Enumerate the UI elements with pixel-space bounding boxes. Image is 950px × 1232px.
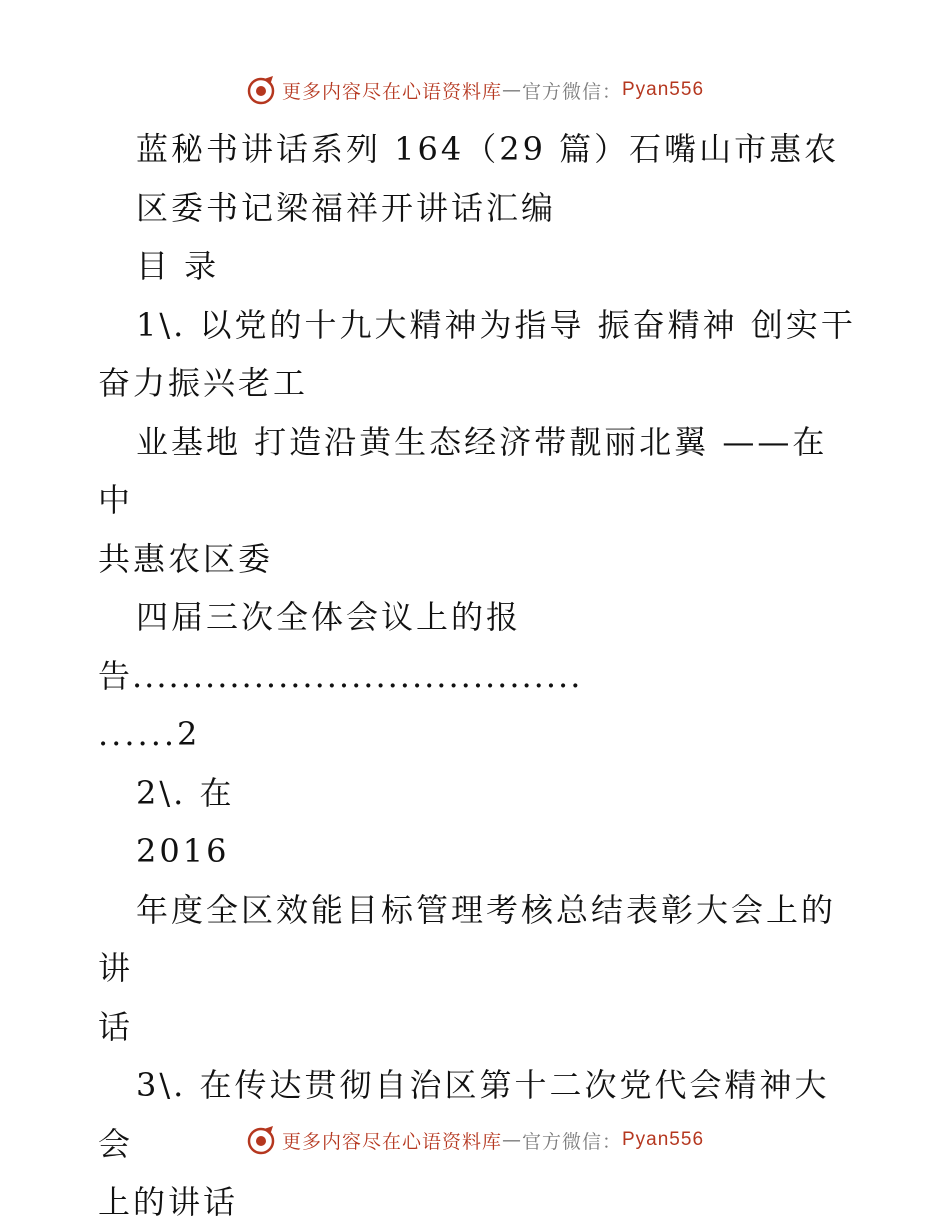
- banner-id: Pyan556: [622, 79, 705, 100]
- pen-logo-icon: [246, 1125, 276, 1155]
- document-body: [98, 120, 858, 1232]
- pen-logo-icon: [246, 75, 276, 105]
- toc-item-2-line-1: 2\. 在: [136, 773, 235, 812]
- banner-text: 更多内容尽在心语资料库: [281, 1130, 502, 1153]
- toc-item-1-line-5: 四届三次全体会议上的报: [136, 598, 522, 636]
- title-line-2: 区委书记梁福祥开讲话汇编: [136, 188, 557, 227]
- banner-text: 更多内容尽在心语资料库: [281, 80, 502, 103]
- toc-item-3-line-1: 3\. 在传达贯彻自治区第十二次党代会精神大会: [98, 1066, 830, 1163]
- toc-item-3-line-2: 上的讲话: [98, 1183, 239, 1221]
- banner-label: 官方微信：: [521, 80, 622, 103]
- toc-heading: 目 录: [136, 247, 220, 285]
- toc-item-2-line-2: 2016: [136, 832, 230, 870]
- footer-banner: [0, 1120, 950, 1160]
- toc-item-1-line-3: 业基地 打造沿黄生态经济带靓丽北翼 ——在中: [98, 422, 828, 519]
- banner-label: 官方微信：: [521, 1130, 622, 1153]
- toc-item-1-page: ......2: [98, 715, 201, 753]
- toc-item-1-line-2: 奋力振兴老工: [98, 364, 309, 402]
- title-line-1: 蓝秘书讲话系列 164（29 篇）石嘴山市惠农: [136, 130, 840, 168]
- banner-dash: —: [501, 1129, 522, 1151]
- toc-item-2-line-4: 话: [98, 1007, 134, 1046]
- banner-dash: —: [501, 79, 522, 101]
- toc-item-2-line-3: 年度全区效能目标管理考核总结表彰大会上的讲: [98, 890, 837, 987]
- banner-id: Pyan556: [622, 1129, 705, 1150]
- header-banner: [0, 70, 950, 110]
- toc-item-1-line-4: 共惠农区委: [98, 539, 274, 578]
- toc-item-1-line-1: 1\. 以党的十九大精神为指导 振奋精神 创实干: [136, 305, 856, 344]
- toc-item-1-leader: 告.....................................: [98, 656, 583, 695]
